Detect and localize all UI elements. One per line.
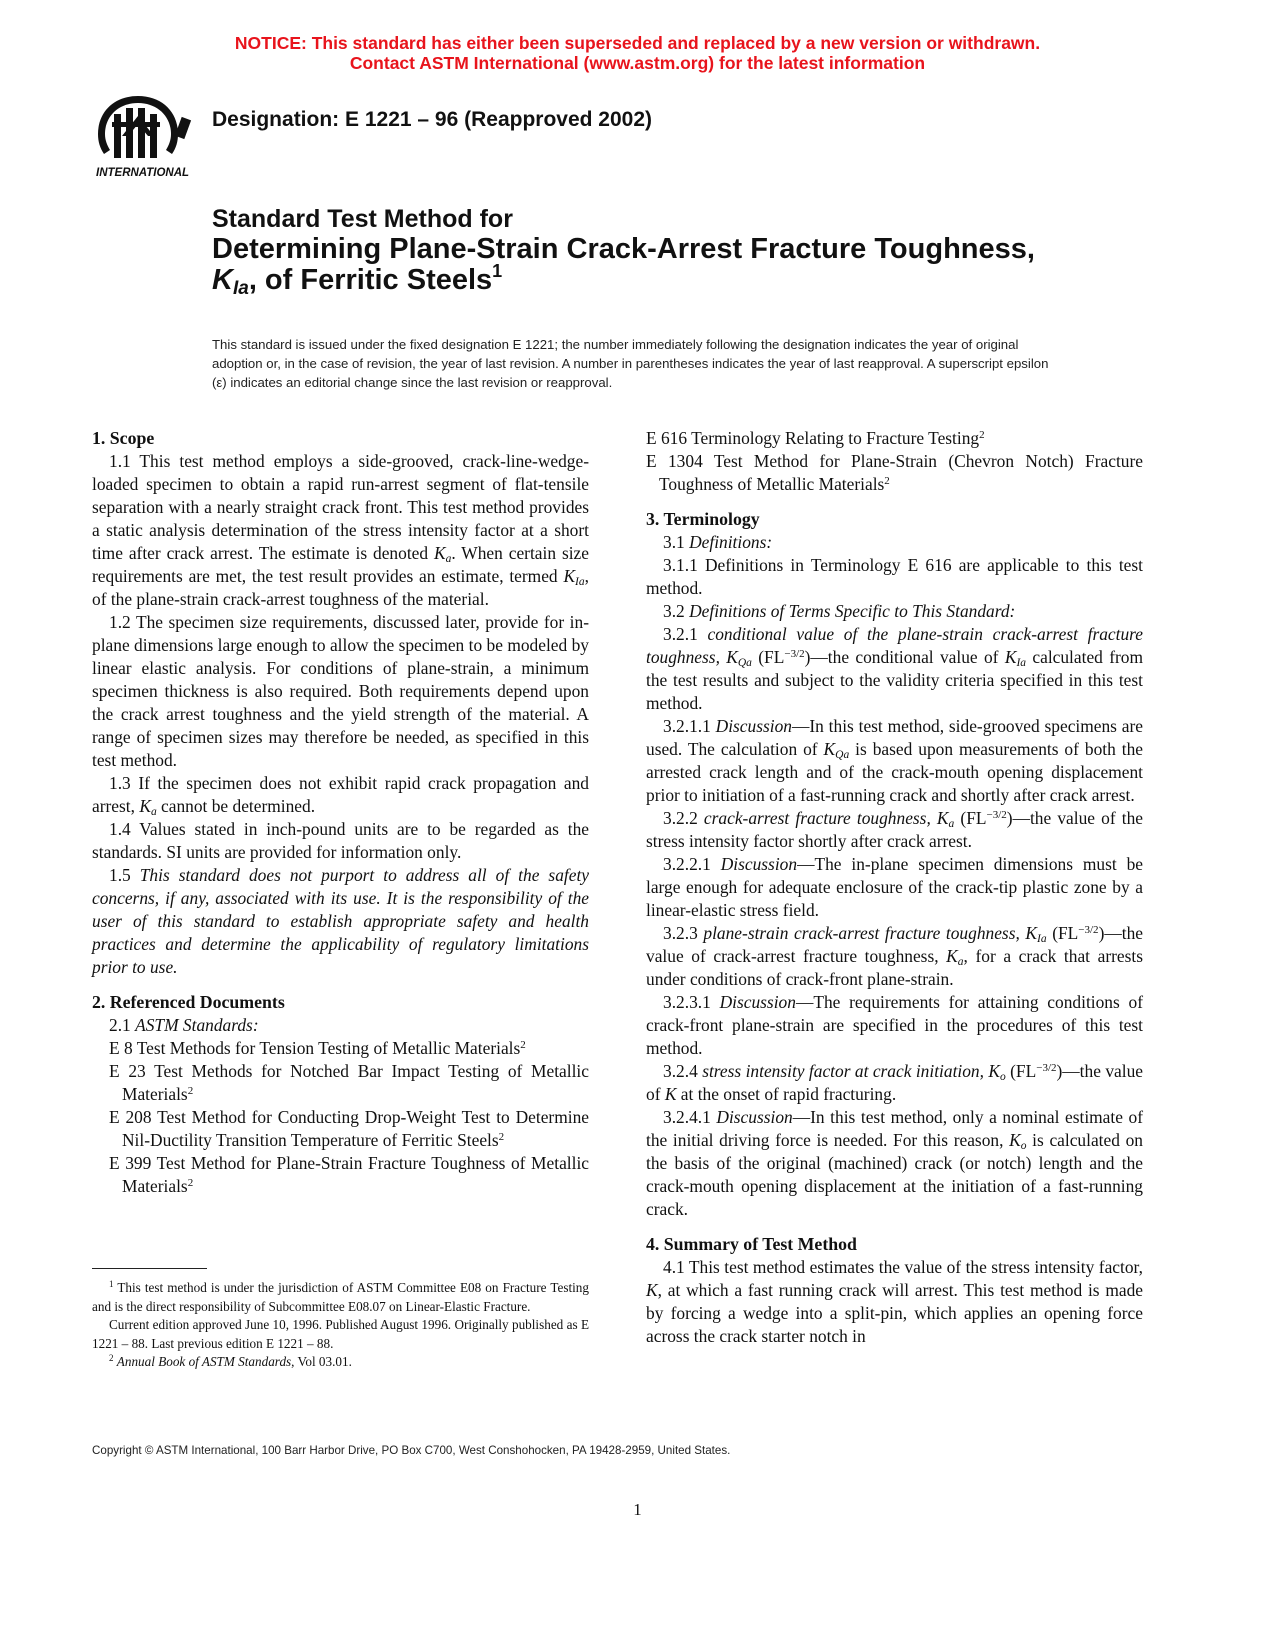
paragraph-3-2-1: 3.2.1 conditional value of the plane-strain crack-arrest fracture toughness, $K_{Qa}$ $(FL^{-3/2})—the$ conditional value of $K_{Ia}$ calculated from the test results and subject to the validity criteria specified in this test method. — [646, 624, 1144, 713]
reference-item: E 8 Test Methods for Tension Testing of Metallic Materials$^2$ — [109, 1038, 526, 1058]
left-column — [92, 427, 589, 1198]
footnotes — [92, 1279, 589, 1372]
paragraph-1-5: 1.5 This standard does not purport to address all of the safety concerns, if any, associated with its use. It is the responsibility of the user of this standard to establish appropriate safety and health practices and determine the applicability of regulatory limitations prior to use. — [92, 865, 590, 977]
paragraph-1-4: 1.4 Values stated in inch-pound units are to be regarded as the standards. SI units are provided for information only. — [92, 819, 589, 862]
paragraph-3-1: 3.1 Definitions: — [663, 532, 773, 552]
section-heading-terminology: 3. Terminology — [646, 509, 760, 529]
section-heading-referenced-documents: 2. Referenced Documents — [92, 992, 285, 1012]
paragraph-2-1: 2.1 ASTM Standards: — [109, 1015, 259, 1035]
right-column — [646, 427, 1143, 1348]
logo-text: INTERNATIONAL — [96, 167, 190, 179]
title-k-symbol: K — [212, 264, 233, 296]
paragraph-3-2-2: 3.2.2 crack-arrest fracture toughness, $K_a$ $(FL^{-3/2})—the$ value of the stress intensity factor shortly after crack arrest. — [646, 808, 1143, 851]
paragraph-4-1: 4.1 This test method estimates the value of the stress intensity factor, K, at which a fast running crack will arrest. This test method is made by forcing a wedge into a split-pin, which applies an opening force across the crack starter notch in — [646, 1257, 1143, 1346]
footnote-edition: Current edition approved June 10, 1996. Published August 1996. Originally published as E 1221 – 88. Last previous edition E 1221 – 88. — [92, 1317, 589, 1351]
footnote-1: $^1$ This test method is under the jurisdiction of ASTM Committee E08 on Fracture Testing and is the direct responsibility of Subcommittee E08.07 on Linear-Elastic Fracture. — [92, 1279, 589, 1314]
title-line-3-rest: , of Ferritic Steels — [248, 264, 493, 296]
footnote-2: $^2$ Annual Book of ASTM Standards, Vol 03.01. — [109, 1353, 352, 1369]
title-line-3 — [212, 261, 1112, 299]
supersede-notice — [0, 33, 1275, 73]
reference-item: E 1304 Test Method for Plane-Strain (Chevron Notch) Fracture Toughness of Metallic Materials$^2$ — [646, 451, 1143, 494]
issued-note: This standard is issued under the fixed designation E 1221; the number immediately following the designation indicates the year of original adoption or, in the case of revision, the year of last revision. A number in parentheses indicates the year of last reapproval. A superscript epsilon (ε) indicates an editorial change since the last revision or reapproval. — [212, 337, 1049, 390]
paragraph-1-2: 1.2 The specimen size requirements, discussed later, provide for in-plane dimensions large enough to allow the specimen to be modeled by linear elastic analysis. For conditions of plane-strain, a minimum specimen thickness is also required. Both requirements depend upon the crack arrest toughness and the yield strength of the material. A range of specimen sizes may therefore be needed, as specified in this test method. — [92, 612, 589, 770]
designation: Designation: E 1221 – 96 (Reapproved 2002) — [212, 108, 653, 131]
reference-item: E 399 Test Method for Plane-Strain Fracture Toughness of Metallic Materials$^2$ — [109, 1153, 589, 1196]
footnote-divider — [92, 1268, 207, 1269]
paragraph-3-2-4: 3.2.4 stress intensity factor at crack initiation, $K_o$ $(FL^{-3/2})—the$ value of K at the onset of rapid fracturing. — [646, 1061, 1143, 1104]
reference-item: E 208 Test Method for Conducting Drop-Weight Test to Determine Nil-Ductility Transition Temperature of Ferritic Steels$^2$ — [109, 1107, 589, 1150]
title-line-1: Standard Test Method for — [212, 205, 513, 233]
notice-line-2: Contact ASTM International (www.astm.org) for the latest information — [349, 53, 926, 73]
title-k-subscript: Ia — [232, 278, 249, 299]
paragraph-3-2-1-1: 3.2.1.1 Discussion—In this test method, side-grooved specimens are used. The calculation of $K_{Qa}$ is based upon measurements of both the arrested crack length and of the crack-mouth opening displacement prior to initiation of a fast-running crack and shortly after crack arrest. — [646, 716, 1143, 805]
astm-logo-icon — [92, 92, 196, 180]
reference-item: E 616 Terminology Relating to Fracture Testing$^2$ — [646, 428, 985, 448]
notice-line-1: NOTICE: This standard has either been superseded and replaced by a new version or withdrawn. — [234, 33, 1041, 53]
paragraph-3-2: 3.2 Definitions of Terms Specific to This Standard: — [663, 601, 1016, 621]
paragraph-3-2-3: 3.2.3 plane-strain crack-arrest fracture toughness, $K_{Ia}$ $(FL^{-3/2})—the$ value of crack-arrest fracture toughness, $K_a$, for a crack that arrests under conditions of crack-front plane-strain. — [646, 923, 1143, 989]
document-title — [212, 204, 1112, 299]
paragraph-3-2-2-1: 3.2.2.1 Discussion—The in-plane specimen dimensions must be large enough for adequate enclosure of the crack-tip plastic zone by a linear-elastic stress field. — [646, 854, 1144, 920]
section-heading-summary: 4. Summary of Test Method — [646, 1234, 857, 1254]
page-number: 1 — [633, 1500, 642, 1519]
copyright-line: Copyright © ASTM International, 100 Barr Harbor Drive, PO Box C700, West Conshohocken, PA 19428-2959, United States. — [92, 1444, 731, 1457]
paragraph-3-2-3-1: 3.2.3.1 Discussion—The requirements for attaining conditions of crack-front plane-strain are specified in the procedures of this test method. — [646, 992, 1144, 1058]
paragraph-3-2-4-1: 3.2.4.1 Discussion—In this test method, only a nominal estimate of the initial driving force is needed. For this reason, $K_o$ is calculated on the basis of the original (machined) crack (or notch) length and the crack-mouth opening displacement at the initiation of a fast-running crack. — [646, 1107, 1144, 1219]
title-line-2: Determining Plane-Strain Crack-Arrest Fracture Toughness, — [212, 233, 1035, 265]
section-heading-scope: 1. Scope — [92, 428, 155, 448]
title-footnote-mark: 1 — [492, 261, 503, 281]
reference-item: E 23 Test Methods for Notched Bar Impact Testing of Metallic Materials$^2$ — [109, 1061, 589, 1104]
paragraph-3-1-1: 3.1.1 Definitions in Terminology E 616 are applicable to this test method. — [646, 555, 1143, 598]
paragraph-1-3: 1.3 If the specimen does not exhibit rapid crack propagation and arrest, $K_a$ cannot be determined. — [92, 773, 589, 818]
paragraph-1-1: 1.1 This test method employs a side-grooved, crack-line-wedge-loaded specimen to obtain a rapid run-arrest segment of flat-tensile separation with a nearly straight crack front. This test method provides a static analysis determination of the stress intensity factor at a short time after crack arrest. The estimate is denoted $K_a$. When certain size requirements are met, the test result provides an estimate, termed $K_{Ia}$, of the plane-strain crack-arrest toughness of the material. — [92, 451, 589, 609]
